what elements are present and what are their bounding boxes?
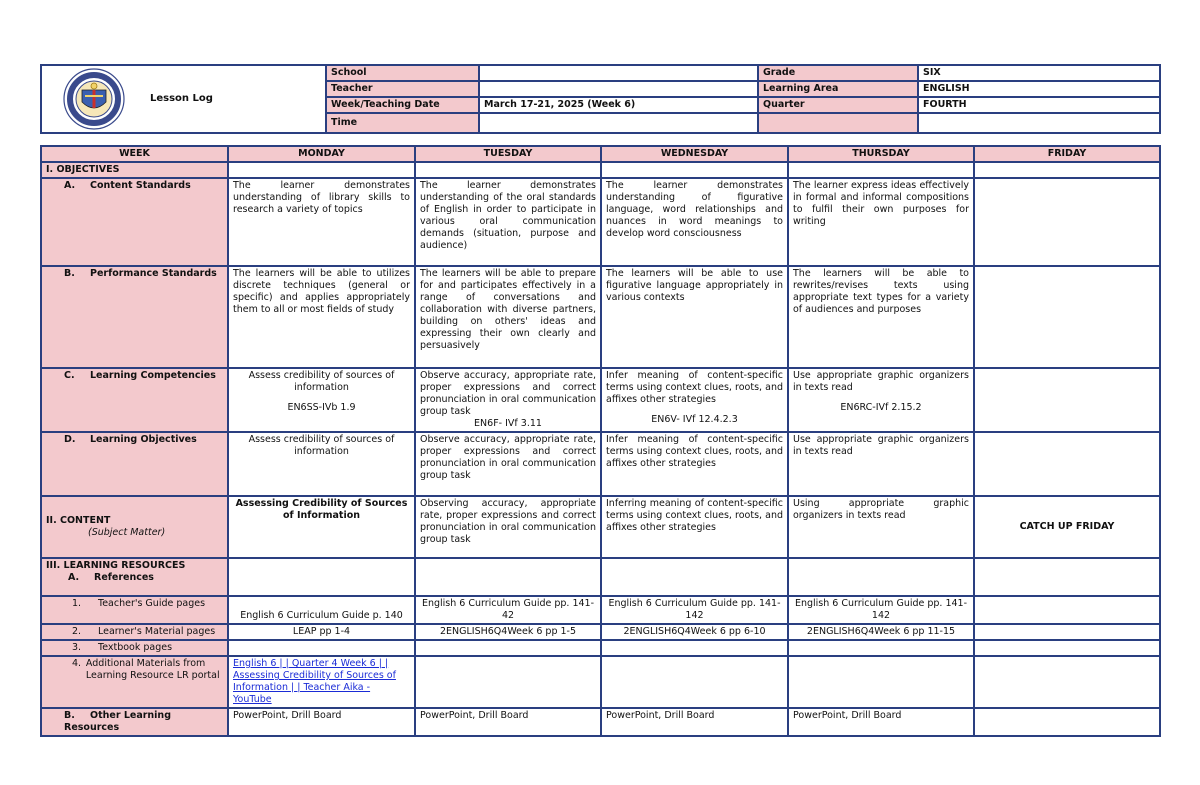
- performance-standards-tue: The learners will be able to prepare for and participates effectively in a range of conversations and collaboration with diverse partners, building on others' ideas and expressing their own clearly and persuasively: [415, 266, 601, 368]
- time-label: Time: [326, 113, 479, 133]
- content-subheading: (Subject Matter): [88, 527, 166, 538]
- week-value: March 17-21, 2025 (Week 6): [479, 97, 758, 113]
- learning-objectives-wed: Infer meaning of content-specific terms using context clues, roots, and affixes other strategies: [601, 432, 788, 496]
- monday-header: MONDAY: [228, 146, 415, 162]
- learning-area-value: ENGLISH: [918, 81, 1160, 97]
- learning-objectives-thu: Use appropriate graphic organizers in texts read: [788, 432, 974, 496]
- additional-materials-label: Additional Materials from Learning Resource LR portal: [85, 658, 220, 681]
- quarter-value: FOURTH: [918, 97, 1160, 113]
- performance-standards-row: B. Performance Standards The learners will be able to utilizes discrete techniques (general or specific) and applies appropriately them to all or most fields of study The learners will be able to prepare for and participates effectively in a range of conversations and collaboration with diverse partners, building on others' ideas and expressing their own clearly and persuasively The learners will be able to use figurative language appropriately in various contexts The learners will be able to rewrites/revises texts using appropriate text types for a variety of audiences and purposes: [41, 266, 1160, 368]
- teachers-guide-wed: English 6 Curriculum Guide pp. 141-142: [601, 596, 788, 624]
- teachers-guide-thu: English 6 Curriculum Guide pp. 141-142: [788, 596, 974, 624]
- school-value: [479, 65, 758, 81]
- learners-material-mon: LEAP pp 1-4: [228, 624, 415, 640]
- other-resources-tue: PowerPoint, Drill Board: [415, 708, 601, 736]
- competencies-label: Learning Competencies: [90, 370, 216, 381]
- competency-code-wed: EN6V- IVf 12.4.2.3: [651, 414, 738, 425]
- other-resources-row: B. Other Learning Resources PowerPoint, Drill Board PowerPoint, Drill Board PowerPoint, Drill Board PowerPoint, Drill Board: [41, 708, 1160, 736]
- resources-heading-row: [41, 558, 1160, 596]
- tuesday-header: TUESDAY: [415, 146, 601, 162]
- content-mon: Assessing Credibility of Sources of Information: [228, 496, 415, 558]
- header-table: [40, 64, 1161, 134]
- friday-header: FRIDAY: [974, 146, 1160, 162]
- learners-material-row: 2. Learner's Material pages LEAP pp 1-4 2ENGLISH6Q4Week 6 pp 1-5 2ENGLISH6Q4Week 6 pp 6-10 2ENGLISH6Q4Week 6 pp 11-15: [41, 624, 1160, 640]
- competencies-mon: Assess credibility of sources of information EN6SS-IVb 1.9: [228, 368, 415, 432]
- wednesday-header: WEDNESDAY: [601, 146, 788, 162]
- additional-materials-row: 4. Additional Materials from Learning Resource LR portal English 6 | | Quarter 4 Week 6 | | Assessing Credibility of Sources of Information | | Teacher Aika - YouTube: [41, 656, 1160, 708]
- blank-label-cell: [758, 113, 918, 133]
- content-standards-wed: The learner demonstrates understanding of figurative language, word relationships and nuances in word meanings to develop word consciousness: [601, 178, 788, 266]
- content-standards-thu: The learner express ideas effectively in formal and informal compositions to fulfil their own purposes for writing: [788, 178, 974, 266]
- teachers-guide-label: Teacher's Guide pages: [98, 598, 206, 609]
- thursday-header: THURSDAY: [788, 146, 974, 162]
- additional-materials-mon: [228, 656, 415, 708]
- learning-area-label: Learning Area: [758, 81, 918, 97]
- competency-code-thu: EN6RC-IVf 2.15.2: [840, 402, 922, 413]
- week-header: WEEK: [41, 146, 228, 162]
- content-wed: Inferring meaning of content-specific terms using context clues, roots, and affixes other strategies: [601, 496, 788, 558]
- content-standards-tue: The learner demonstrates understanding of the oral standards of English in order to participate in various oral communication demands (situation, purpose and audience): [415, 178, 601, 266]
- teachers-guide-tue: English 6 Curriculum Guide pp. 141-42: [415, 596, 601, 624]
- content-thu: Using appropriate graphic organizers in texts read: [788, 496, 974, 558]
- content-tue: Observing accuracy, appropriate rate, proper expressions and correct pronunciation in oral communication group task: [415, 496, 601, 558]
- quarter-label: Quarter: [758, 97, 918, 113]
- other-resources-label: Other Learning Resources: [64, 710, 171, 733]
- competencies-wed: Infer meaning of content-specific terms using context clues, roots, and affixes other strategies EN6V- IVf 12.4.2.3: [601, 368, 788, 432]
- grade-value: SIX: [918, 65, 1160, 81]
- performance-standards-wed: The learners will be able to use figurative language appropriately in various contexts: [601, 266, 788, 368]
- week-label: Week/Teaching Date: [326, 97, 479, 113]
- performance-standards-mon: The learners will be able to utilizes discrete techniques (general or specific) and applies appropriately them to all or most fields of study: [228, 266, 415, 368]
- resources-heading: III. LEARNING RESOURCES: [46, 560, 186, 571]
- other-resources-mon: PowerPoint, Drill Board: [228, 708, 415, 736]
- content-standards-label: Content Standards: [90, 180, 191, 191]
- resources-label-cell: III. LEARNING RESOURCES A. References: [41, 558, 228, 596]
- teachers-guide-mon: English 6 Curriculum Guide p. 140: [228, 596, 415, 624]
- learning-objectives-tue: Observe accuracy, appropriate rate, proper expressions and correct pronunciation in oral communication group task: [415, 432, 601, 496]
- content-standards-mon: The learner demonstrates understanding of library skills to research a variety of topics: [228, 178, 415, 266]
- content-heading: II. CONTENT: [46, 515, 111, 526]
- learners-material-thu: 2ENGLISH6Q4Week 6 pp 11-15: [788, 624, 974, 640]
- teacher-label: Teacher: [326, 81, 479, 97]
- deped-seal-icon: [48, 68, 140, 130]
- grade-label: Grade: [758, 65, 918, 81]
- performance-standards-label: Performance Standards: [90, 268, 217, 279]
- competencies-tue: Observe accuracy, appropriate rate, proper expressions and correct pronunciation in oral communication group task EN6F- IVf 3.11: [415, 368, 601, 432]
- logo-cell: [41, 65, 326, 133]
- competency-code-mon: EN6SS-IVb 1.9: [287, 402, 356, 413]
- performance-standards-thu: The learners will be able to rewrites/revises texts using appropriate text types for a variety of audiences and purposes: [788, 266, 974, 368]
- competencies-row: C. Learning Competencies Assess credibility of sources of information EN6SS-IVb 1.9 Observe accuracy, appropriate rate, proper expressions and correct pronunciation in oral communication group task EN6F- IVf 3.11 Infer meaning of content-specific terms using context clues, roots, and affixes other strategies EN6V- IVf 12.4.2.3 Use appropriate graphic organizers in texts read EN6RC-IVf 2.15.2: [41, 368, 1160, 432]
- time-value: [479, 113, 758, 133]
- learning-objectives-row: D. Learning Objectives Assess credibility of sources of information Observe accuracy, appropriate rate, proper expressions and correct pronunciation in oral communication group task Infer meaning of content-specific terms using context clues, roots, and affixes other strategies Use appropriate graphic organizers in texts read: [41, 432, 1160, 496]
- learners-material-tue: 2ENGLISH6Q4Week 6 pp 1-5: [415, 624, 601, 640]
- blank-value-cell: [918, 113, 1160, 133]
- lesson-log-table: [40, 145, 1161, 737]
- textbook-row: 3. Textbook pages: [41, 640, 1160, 656]
- references-label: References: [94, 572, 154, 583]
- textbook-label: Textbook pages: [98, 642, 173, 653]
- day-header-row: [41, 146, 1160, 162]
- competencies-thu: Use appropriate graphic organizers in texts read EN6RC-IVf 2.15.2: [788, 368, 974, 432]
- learners-material-label: Learner's Material pages: [98, 626, 216, 637]
- objectives-heading: I. OBJECTIVES: [41, 162, 228, 178]
- learning-objectives-label: Learning Objectives: [90, 434, 197, 445]
- other-resources-thu: PowerPoint, Drill Board: [788, 708, 974, 736]
- competency-code-tue: EN6F- IVf 3.11: [474, 418, 542, 429]
- school-label: School: [326, 65, 479, 81]
- teacher-value: [479, 81, 758, 97]
- document-title: Lesson Log: [150, 93, 213, 104]
- catch-up-friday: CATCH UP FRIDAY: [974, 496, 1160, 558]
- teachers-guide-row: 1. Teacher's Guide pages English 6 Curriculum Guide p. 140 English 6 Curriculum Guide pp. 141-42 English 6 Curriculum Guide pp. 141-142 English 6 Curriculum Guide pp. 141-142: [41, 596, 1160, 624]
- learners-material-wed: 2ENGLISH6Q4Week 6 pp 6-10: [601, 624, 788, 640]
- content-standards-row: A. Content Standards The learner demonstrates understanding of library skills to research a variety of topics The learner demonstrates understanding of the oral standards of English in order to participate in various oral communication demands (situation, purpose and audience) The learner demonstrates understanding of figurative language, word relationships and nuances in word meanings to develop word consciousness The learner express ideas effectively in formal and informal compositions to fulfil their own purposes for writing: [41, 178, 1160, 266]
- other-resources-wed: PowerPoint, Drill Board: [601, 708, 788, 736]
- content-row: [41, 496, 1160, 558]
- learning-objectives-mon: Assess credibility of sources of information: [228, 432, 415, 496]
- youtube-lesson-link[interactable]: English 6 | | Quarter 4 Week 6 | | Assessing Credibility of Sources of Information | | Teacher Aika - YouTube: [233, 658, 396, 705]
- content-label-cell: [41, 496, 228, 558]
